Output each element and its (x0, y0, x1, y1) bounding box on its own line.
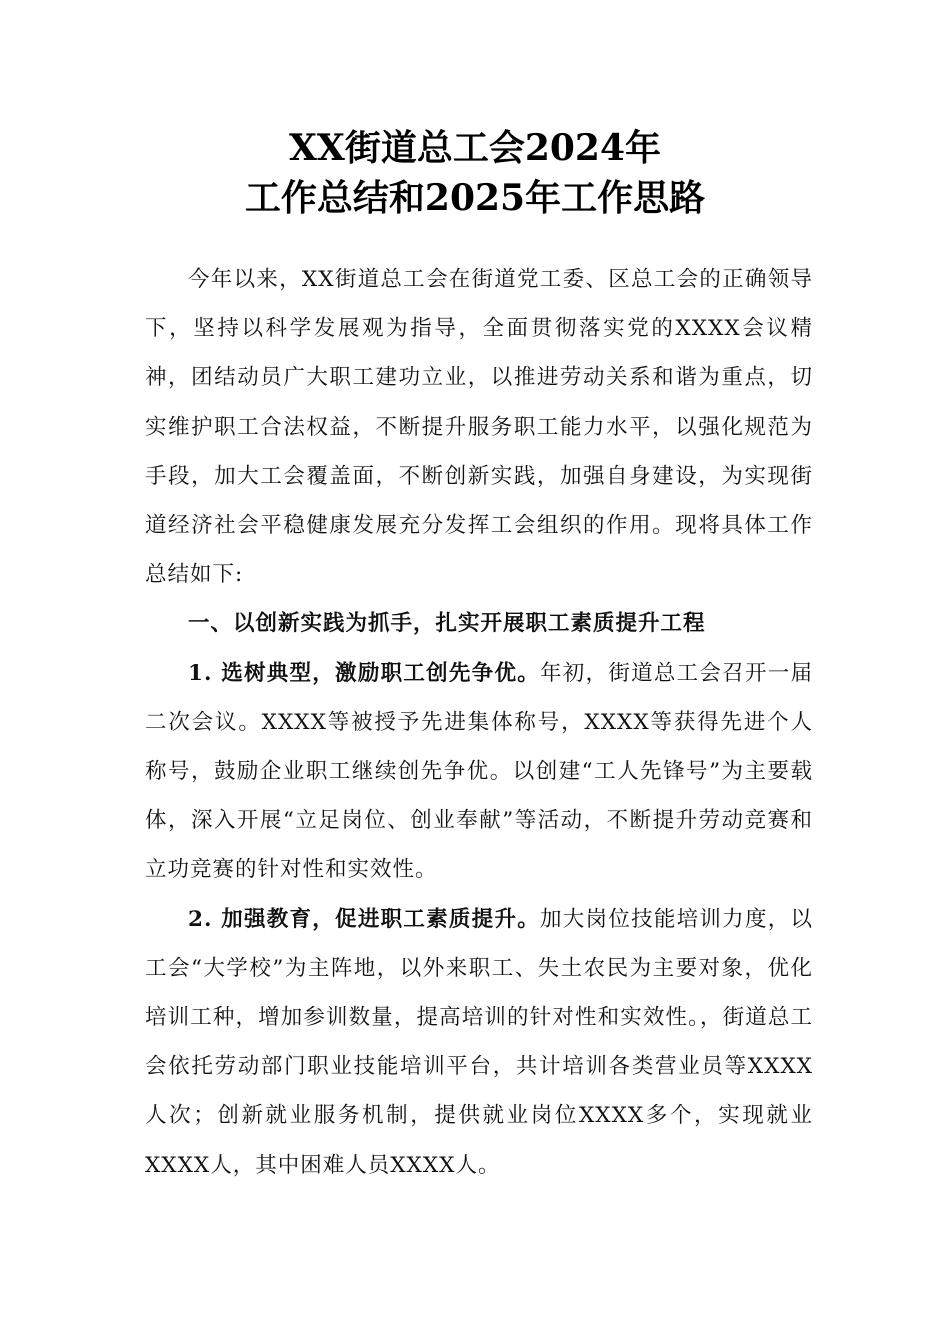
document-body (145, 255, 813, 1190)
document-title-line-1: XX街道总工会2024年 (288, 127, 662, 169)
section-1-heading: 一、以创新实践为抓手，扎实开展职工素质提升工程 (188, 611, 706, 637)
item-1-paragraph (145, 649, 813, 895)
item-1-lead: 1. 选树典型，激励职工创先争优。 (188, 660, 540, 686)
item-2-lead: 2. 加强教育，促进职工素质提升。 (188, 906, 540, 932)
item-2-paragraph (145, 895, 813, 1190)
intro-paragraph: 今年以来，XX街道总工会在街道党工委、区总工会的正确领导下，坚持以科学发展观为指导，全面贯彻落实党的XXXX会议精神，团结动员广大职工建功立业，以推进劳动关系和谐为重点，切实维护职工合法权益，不断提升服务职工能力水平，以强化规范为手段，加大工会覆盖面，不断创新实践，加强自身建设，为实现街道经济社会平稳健康发展充分发挥工会组织的作用。现将具体工作总结如下: (145, 267, 813, 588)
item-1-text: 年初，街道总工会召开一届二次会议。XXXX等被授予先进集体称号，XXXX等获得先进个人称号，鼓励企业职工继续创先争优。以创建“工人先锋号”为主要载体，深入开展“立足岗位、创业奉献”等活动，不断提升劳动竞赛和立功竞赛的针对性和实效性。 (145, 660, 813, 883)
item-2-text: 加大岗位技能培训力度，以工会“大学校”为主阵地，以外来职工、失土农民为主要对象，优化培训工种，增加参训数量，提高培训的针对性和实效性。，街道总工会依托劳动部门职业技能培训平台，共计培训各类营业员等XXXX人次；创新就业服务机制，提供就业岗位XXXX多个，实现就业XXXX人，其中困难人员XXXX人。 (145, 906, 813, 1178)
document-title-line-2: 工作总结和2025年工作思路 (244, 177, 706, 219)
